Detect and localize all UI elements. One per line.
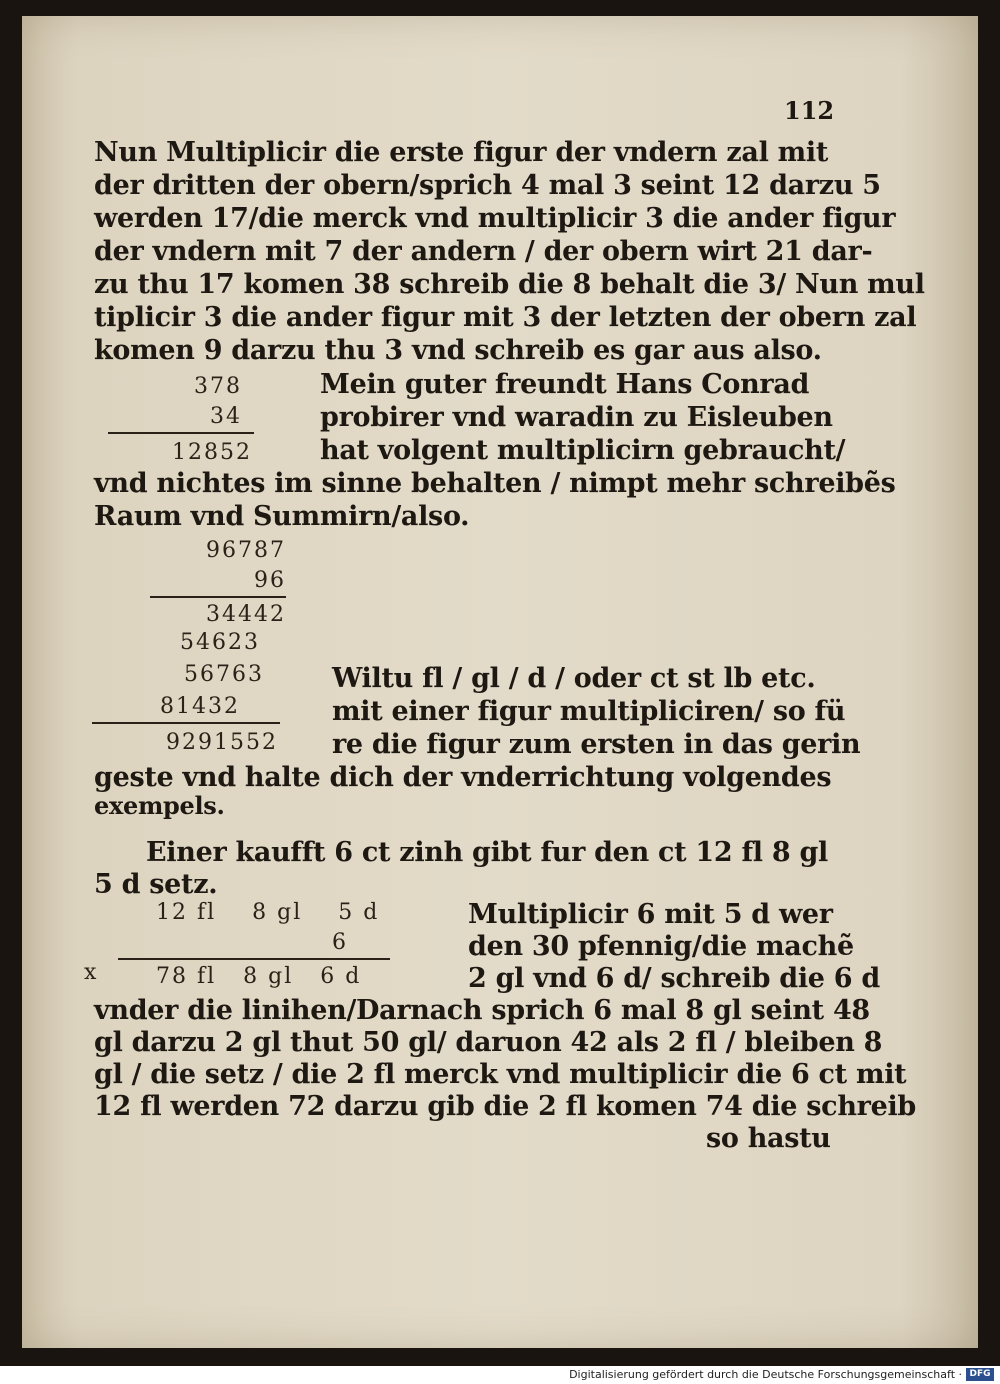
dfg-logo-icon: DFG	[966, 1368, 994, 1381]
text-line: hat volgent multiplicirn gebraucht/	[320, 435, 846, 466]
partial-product: 81432	[160, 694, 240, 719]
text-line: Einer kaufft 6 ct zinh gibt fur den ct 12 fl 8 gl	[146, 837, 828, 868]
product: 9291552	[166, 730, 278, 755]
text-line: Nun Multiplicir die erste figur der vndern zal mit	[94, 137, 829, 168]
text-line: 12 fl werden 72 darzu gib die 2 fl komen 74 die schreib	[94, 1091, 916, 1122]
multiplier: 34	[210, 404, 242, 429]
text-line: geste vnd halte dich der vnderrichtung volgendes	[94, 762, 832, 793]
text-line: der vndern mit 7 der andern / der obern wirt 21 dar-	[94, 236, 873, 267]
product: 78 fl 8 gl 6 d	[156, 964, 362, 989]
text-line: mit einer figur multipliciren/ so fü	[332, 696, 846, 727]
text-line: Mein guter freundt Hans Conrad	[320, 369, 810, 400]
text-line: werden 17/die merck vnd multiplicir 3 die ander figur	[94, 203, 896, 234]
product: 12852	[172, 440, 252, 465]
partial-product: 56763	[184, 662, 264, 687]
multiplier: 96	[254, 568, 286, 593]
book-page	[22, 16, 978, 1348]
text-line: probirer vnd waradin zu Eisleuben	[320, 402, 833, 433]
multiplier: 6	[332, 930, 348, 955]
sum-rule	[150, 596, 286, 598]
price-per-unit: 12 fl 8 gl 5 d	[156, 900, 380, 925]
margin-mark: x	[84, 960, 99, 985]
text-line: gl darzu 2 gl thut 50 gl/ daruon 42 als 2 fl / bleiben 8	[94, 1027, 883, 1058]
page-number: 112	[784, 96, 835, 125]
text-line: re die figur zum ersten in das gerin	[332, 729, 861, 760]
text-line: exempels.	[94, 791, 225, 820]
text-line: zu thu 17 komen 38 schreib die 8 behalt die 3/ Nun mul	[94, 269, 925, 300]
text-line: 2 gl vnd 6 d/ schreib die 6 d	[468, 963, 880, 994]
text-line: Wiltu fl / gl / d / oder ct st lb etc.	[332, 663, 816, 694]
text-line: tiplicir 3 die ander figur mit 3 der letzten der obern zal	[94, 302, 917, 333]
digitization-footer	[0, 1366, 1000, 1384]
text-line: der dritten der obern/sprich 4 mal 3 seint 12 darzu 5	[94, 170, 881, 201]
partial-product: 54623	[180, 630, 260, 655]
text-line: den 30 pfennig/die machẽ	[468, 931, 854, 962]
multiplicand: 96787	[206, 538, 286, 563]
text-line: Raum vnd Summirn/also.	[94, 501, 470, 532]
text-line: Multiplicir 6 mit 5 d wer	[468, 899, 833, 930]
text-line: vnder die linihen/Darnach sprich 6 mal 8 gl seint 48	[94, 995, 870, 1026]
text-line: komen 9 darzu thu 3 vnd schreib es gar aus also.	[94, 335, 822, 366]
text-line: 5 d setz.	[94, 869, 218, 900]
sum-rule	[108, 432, 254, 434]
multiplicand: 378	[194, 374, 242, 399]
text-line: vnd nichtes im sinne behalten / nimpt mehr schreibẽs	[94, 468, 896, 499]
text-line: gl / die setz / die 2 fl merck vnd multiplicir die 6 ct mit	[94, 1059, 907, 1090]
sum-rule	[92, 722, 280, 724]
partial-product: 34442	[206, 602, 286, 627]
sum-rule	[118, 958, 390, 960]
funding-notice: Digitalisierung gefördert durch die Deutsche Forschungsgemeinschaft ·	[569, 1368, 962, 1381]
catchword: so hastu	[706, 1123, 831, 1154]
